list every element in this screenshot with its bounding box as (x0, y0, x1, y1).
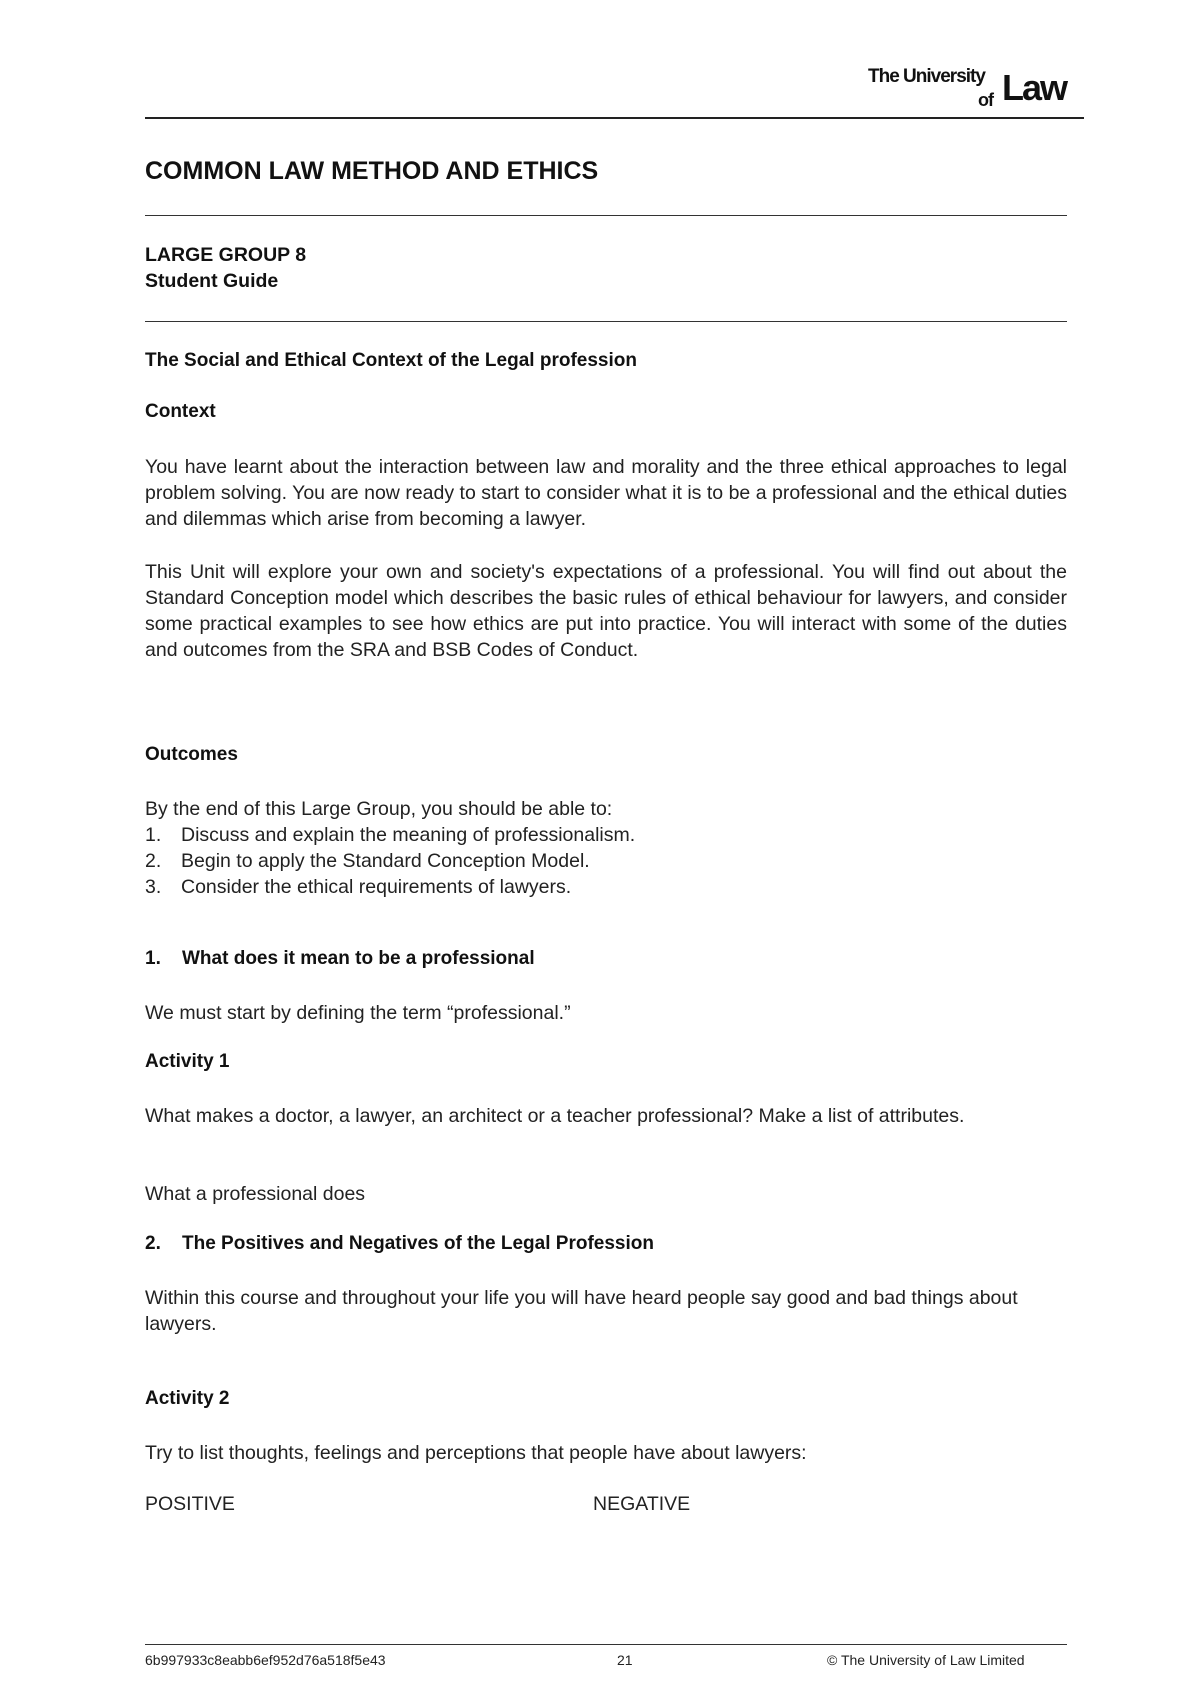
activity-1-heading: Activity 1 (145, 1051, 230, 1072)
document-title: COMMON LAW METHOD AND ETHICS (145, 157, 599, 185)
header-divider (145, 117, 1084, 119)
positive-column-label: POSITIVE (145, 1493, 235, 1515)
list-item-text: Discuss and explain the meaning of professionalism. (181, 824, 636, 846)
context-paragraph-1: You have learnt about the interaction between law and morality and the three ethical approaches to legal problem solving. You are now ready to start to consider what it is to be a professional and the ethical duties and dilemmas which arise from becoming a lawyer. (145, 456, 1067, 530)
footer-divider (145, 1644, 1067, 1645)
activity-1-followup: What a professional does (145, 1183, 366, 1205)
list-item (145, 848, 635, 874)
footer-document-id: 6b997933c8eabb6ef952d76a518f5e43 (145, 1652, 386, 1668)
outcomes-intro: By the end of this Large Group, you should be able to: (145, 798, 613, 820)
logo-line-the-university: The University (868, 66, 985, 87)
large-group-label: LARGE GROUP 8 (145, 244, 307, 266)
list-item-number: 2. (145, 850, 162, 872)
footer-copyright: © The University of Law Limited (827, 1652, 1025, 1668)
activity-2-heading: Activity 2 (145, 1388, 230, 1409)
section-2-text: Within this course and throughout your life you will have heard people say good and bad things about lawyers. (145, 1287, 1018, 1335)
list-item (145, 874, 635, 900)
university-logo (868, 64, 1078, 108)
section-2-title: The Positives and Negatives of the Legal Profession (182, 1233, 654, 1254)
list-item-text: Consider the ethical requirements of lawyers. (181, 876, 572, 898)
activity-2-text: Try to list thoughts, feelings and perceptions that people have about lawyers: (145, 1442, 807, 1464)
section-1-number: 1. (145, 948, 161, 969)
activity-1-text: What makes a doctor, a lawyer, an architect or a teacher professional? Make a list of attributes. (145, 1105, 965, 1127)
list-item-number: 1. (145, 824, 162, 846)
section-1-intro: We must start by defining the term “professional.” (145, 1002, 571, 1024)
logo-line-of: of (978, 90, 993, 110)
section-title: The Social and Ethical Context of the Legal profession (145, 350, 637, 371)
section-1-heading (145, 948, 535, 970)
context-heading: Context (145, 401, 216, 422)
section-2-number: 2. (145, 1233, 161, 1254)
outcomes-heading: Outcomes (145, 744, 238, 765)
context-paragraph-2: This Unit will explore your own and society's expectations of a professional. You will find out about the Standard Conception model which describes the basic rules of ethical behaviour for lawyers, and consider some practical examples to see how ethics are put into practice. You will interact with some of the duties and outcomes from the SRA and BSB Codes of Conduct. (145, 561, 1067, 661)
list-item-text: Begin to apply the Standard Conception Model. (181, 850, 590, 872)
student-guide-label: Student Guide (145, 270, 279, 292)
logo-line-law: Law (1002, 67, 1067, 108)
subtitle-divider (145, 321, 1067, 322)
negative-column-label: NEGATIVE (593, 1493, 691, 1515)
title-divider (145, 215, 1067, 216)
section-1-title: What does it mean to be a professional (182, 948, 535, 969)
footer-page-number: 21 (617, 1652, 633, 1668)
list-item-number: 3. (145, 876, 162, 898)
list-item (145, 822, 635, 848)
section-2-heading (145, 1233, 654, 1255)
outcomes-list (145, 822, 635, 900)
